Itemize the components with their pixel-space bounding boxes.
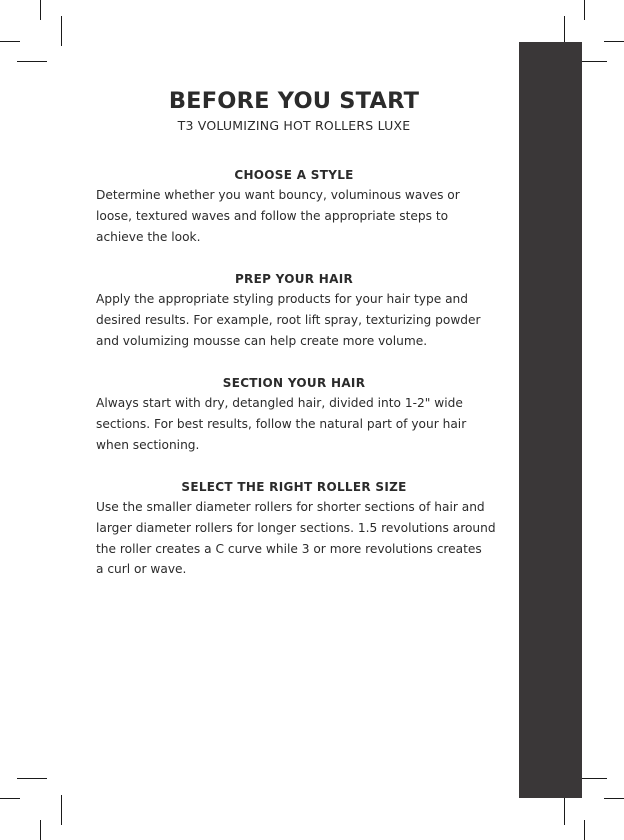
body-line: Apply the appropriate styling products for your hair type and — [96, 292, 468, 306]
body-line: the roller creates a C curve while 3 or more revolutions creates — [96, 541, 482, 556]
page-title: BEFORE YOU START — [168, 88, 420, 114]
section-heading: SECTION YOUR HAIR — [222, 376, 366, 390]
body-line: achieve the look. — [96, 229, 201, 244]
body-line: sections. For best results, follow the natural part of your hair — [96, 416, 467, 431]
crop-mark — [584, 820, 585, 840]
page-subtitle: T3 VOLUMIZING HOT ROLLERS LUXE — [177, 118, 411, 133]
crop-mark — [604, 41, 624, 42]
body-line: when sectioning. — [96, 437, 200, 452]
crop-mark — [0, 798, 20, 799]
section-heading: SELECT THE RIGHT ROLLER SIZE — [181, 480, 407, 494]
section-choose-style — [96, 167, 496, 247]
crop-mark — [564, 795, 565, 825]
section-section-hair — [96, 375, 496, 455]
body-line: and volumizing mousse can help create more volume. — [96, 333, 428, 348]
side-tab — [519, 42, 582, 798]
body-line: larger diameter rollers for longer sections. 1.5 revolutions around — [96, 520, 496, 535]
crop-mark — [17, 778, 47, 779]
crop-mark — [604, 798, 624, 799]
section-roller-size — [96, 479, 496, 580]
body-line: Always start with dry, detangled hair, divided into 1-2" wide — [96, 396, 463, 410]
section-heading: CHOOSE A STYLE — [234, 168, 354, 182]
body-line: Use the smaller diameter rollers for shorter sections of hair and — [96, 500, 485, 514]
body-line: desired results. For example, root lift spray, texturizing powder — [96, 312, 481, 327]
body-line: Determine whether you want bouncy, voluminous waves or — [96, 188, 460, 202]
crop-mark — [17, 61, 47, 62]
crop-mark — [61, 16, 62, 46]
crop-mark — [40, 0, 41, 20]
body-line: a curl or wave. — [96, 562, 187, 577]
crop-mark — [40, 820, 41, 840]
crop-mark — [61, 795, 62, 825]
crop-mark — [584, 0, 585, 20]
section-heading: PREP YOUR HAIR — [234, 272, 354, 286]
body-line: loose, textured waves and follow the appropriate steps to — [96, 208, 449, 223]
section-prep-hair — [96, 271, 496, 351]
crop-mark — [0, 41, 20, 42]
